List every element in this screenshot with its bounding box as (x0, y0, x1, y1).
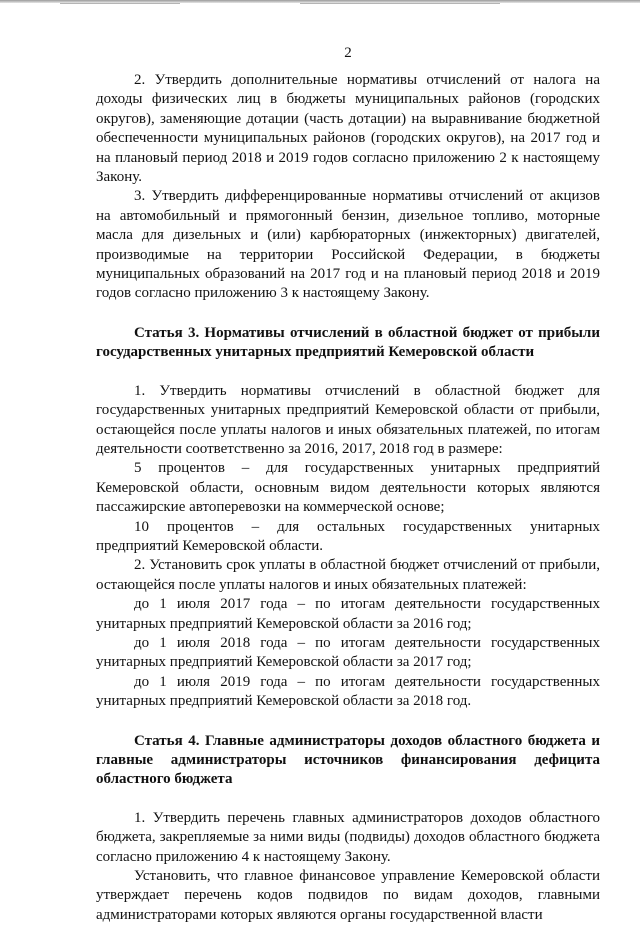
section-spacer (96, 363, 600, 382)
section-spacer (96, 790, 600, 809)
article-4-paragraph-2: Установить, что главное финансовое управление Кемеровской области утверждает перечень кодов подвидов по видам доходов, главными администраторами которых являются органы государственной власти (96, 868, 600, 923)
article-3-paragraph-2: 2. Установить срок уплаты в областной бюджет отчислений от прибыли, остающейся после уплаты налогов и иных обязательных платежей: (96, 557, 600, 593)
article-3-item-10-percent: 10 процентов – для остальных государственных унитарных предприятий Кемеровской области. (96, 518, 600, 554)
article-3-heading: Статья 3. Нормативы отчислений в областной бюджет от прибыли государственных унитарных предприятий Кемеровской области (96, 324, 600, 361)
article-3-deadline-2018: до 1 июля 2018 года – по итогам деятельности государственных унитарных предприятий Кемеровской области за 2017 год; (96, 634, 600, 671)
article-4-heading: Статья 4. Главные администраторы доходов областного бюджета и главные администраторы источников финансирования дефицита областного бюджета (96, 732, 600, 788)
article-3-item-5-percent: 5 процентов – для государственных унитарных предприятий Кемеровской области, основным видом деятельности которых являются пассажирские автоперевозки на коммерческой основе; (96, 460, 600, 516)
article-3-deadline-2017: до 1 июля 2017 года – по итогам деятельности государственных унитарных предприятий Кемеровской области за 2016 год; (96, 596, 600, 632)
article-2-paragraph-2: 2. Утвердить дополнительные нормативы отчислений от налога на доходы физических лиц в бюджеты муниципальных районов (городских округов), заменяющие дотации (часть дотации) на выравнивание бюджетной обеспеченности муниципальных районов (городских округов), на 2017 год и на плановый период 2018 и 2019 годов согласно приложению 2 к настоящему Закону. (96, 72, 600, 186)
article-4-paragraph-1: 1. Утвердить перечень главных администраторов доходов областного бюджета, закрепляемые за ними виды (подвиды) доходов областного бюджета согласно приложению 4 к настоящему Закону. (96, 809, 600, 865)
document-page (96, 44, 600, 925)
article-2-paragraph-3: 3. Утвердить дифференцированные нормативы отчислений от акцизов на автомобильный и прямогонный бензин, дизельное топливо, моторные масла для дизельных и (или) карбюраторных (инжекторных) двигателей, производимые на территории Российской Федерации, в бюджеты муниципальных образований на 2017 год и на плановый период 2018 и 2019 годов согласно приложению 3 к настоящему Закону. (96, 188, 600, 302)
page-number: 2 (344, 45, 352, 61)
section-spacer (96, 304, 600, 324)
article-3-deadline-2019: до 1 июля 2019 года – по итогам деятельности государственных унитарных предприятий Кемеровской области за 2018 год. (96, 673, 600, 710)
article-3-paragraph-1: 1. Утвердить нормативы отчислений в областной бюджет для государственных унитарных предприятий Кемеровской области от прибыли, остающейся после уплаты налогов и иных обязательных платежей, по итогам деятельности соответственно за 2016, 2017, 2018 год в размере: (96, 382, 600, 457)
section-spacer (96, 712, 600, 732)
scan-edge-mark (60, 3, 180, 4)
scan-edge-mark (300, 3, 500, 4)
